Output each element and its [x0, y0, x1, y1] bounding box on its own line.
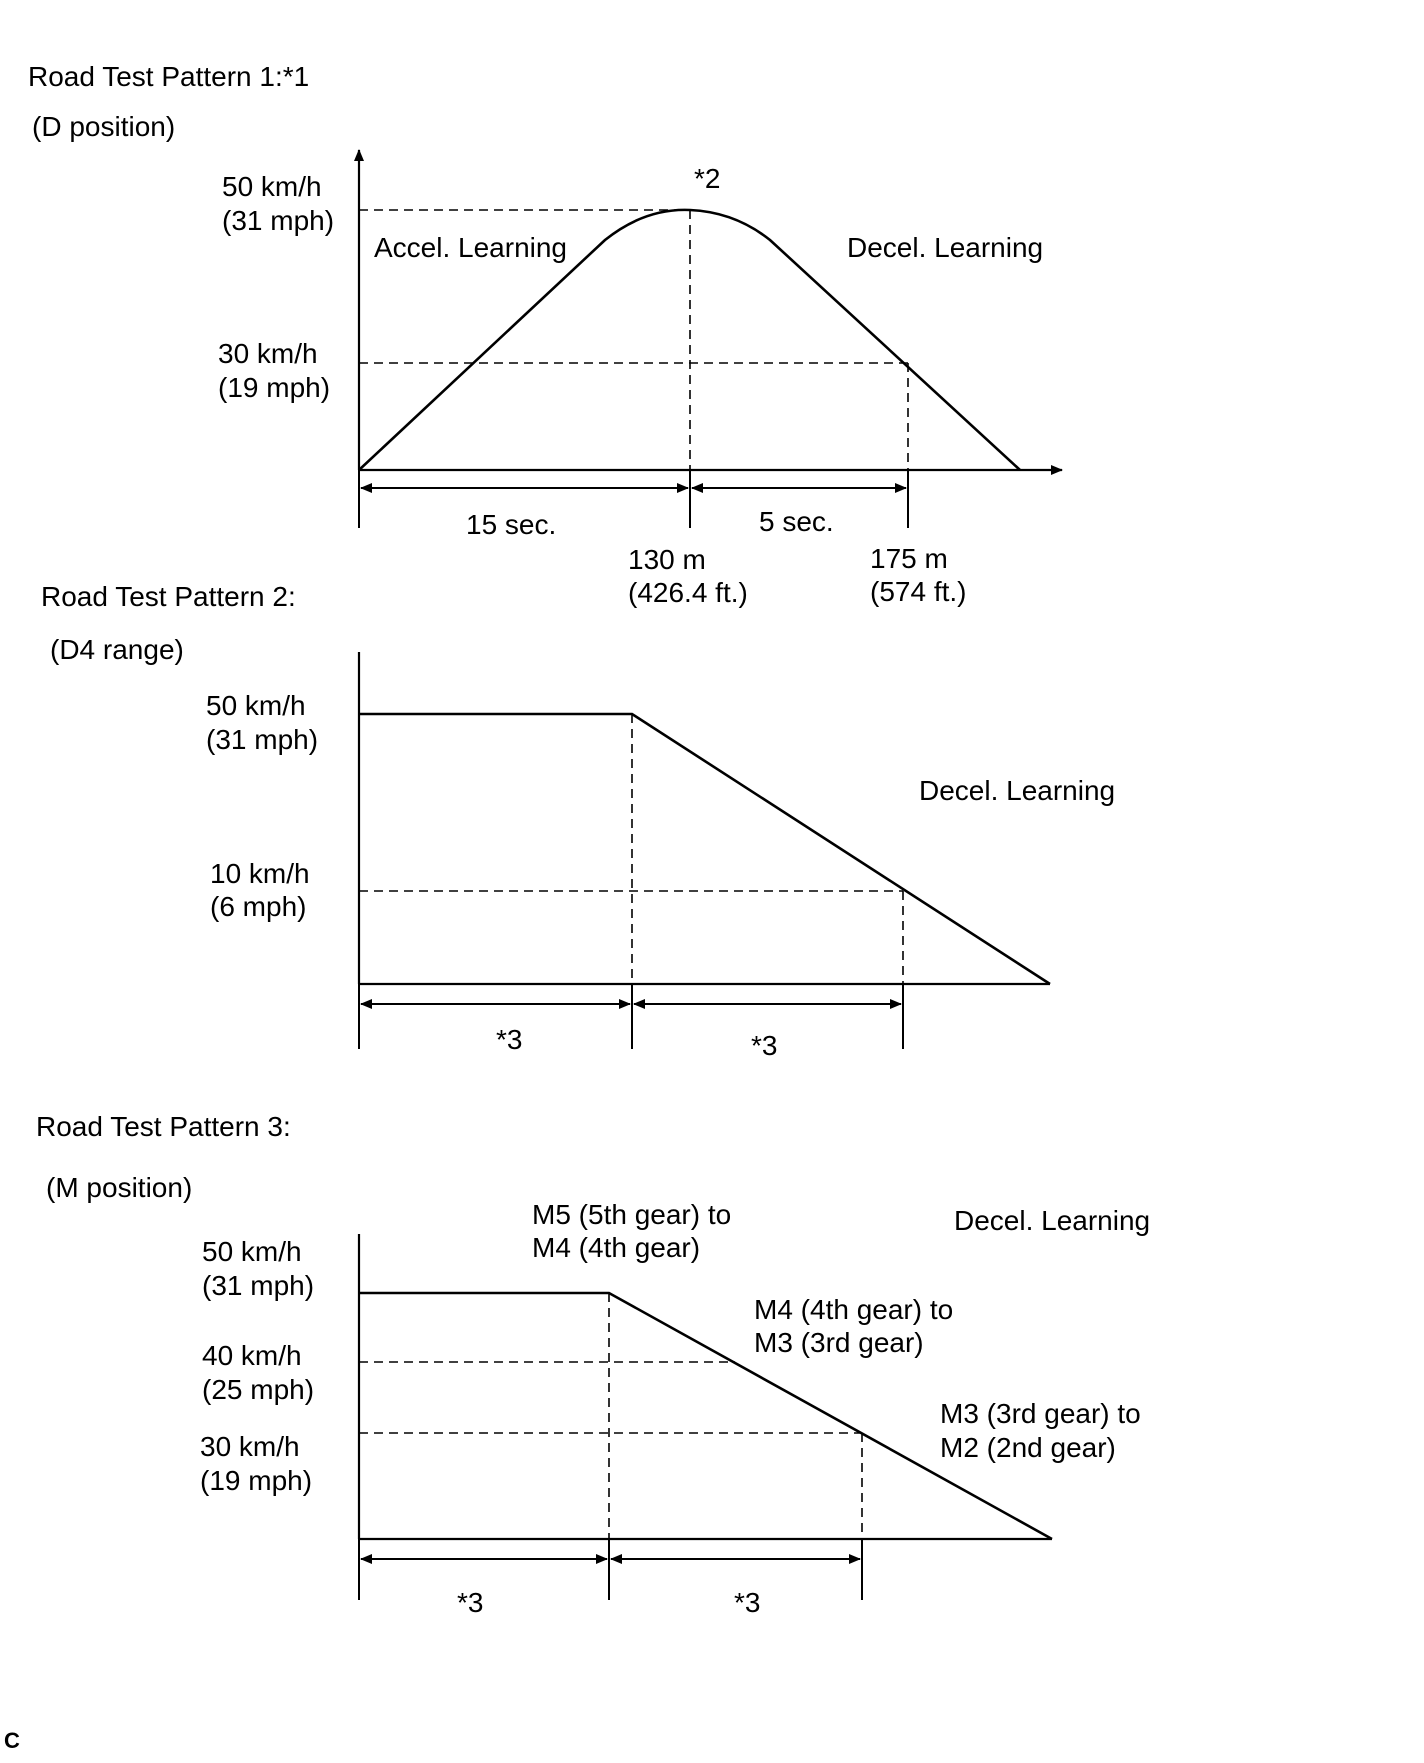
pattern3-decel-label: Decel. Learning: [954, 1205, 1151, 1236]
pattern3-interval-1-label: *3: [457, 1587, 484, 1618]
pattern2-title: Road Test Pattern 2:: [41, 581, 296, 612]
pattern2-subtitle: (D4 range): [50, 634, 184, 665]
pattern1-distance-1-m: 130 m: [628, 544, 706, 575]
pattern2-interval-2-label: *3: [751, 1030, 778, 1061]
pattern2-group: [41, 581, 1115, 1061]
pattern3-shift-1-line1: M5 (5th gear) to: [532, 1199, 732, 1230]
pattern1-speed-mid-mph: (19 mph): [218, 372, 331, 403]
pattern3-title: Road Test Pattern 3:: [36, 1111, 291, 1142]
pattern2-speed-low-kmh: 10 km/h: [210, 858, 310, 889]
pattern3-shift-2-line2: M3 (3rd gear): [754, 1327, 924, 1358]
pattern1-subtitle: (D position): [32, 111, 176, 142]
pattern1-peak-note: *2: [694, 163, 721, 194]
pattern3-speed-mid-mph: (25 mph): [202, 1374, 315, 1405]
pattern1-interval-2-label: 5 sec.: [759, 506, 834, 537]
pattern2-speed-low-mph: (6 mph): [210, 891, 307, 922]
pattern3-subtitle: (M position): [46, 1172, 193, 1203]
pattern3-speed-high-kmh: 50 km/h: [202, 1236, 302, 1267]
pattern2-speed-high-mph: (31 mph): [206, 724, 319, 755]
pattern1-distance-2-ft: (574 ft.): [870, 576, 967, 607]
pattern3-shift-1-line2: M4 (4th gear): [532, 1232, 701, 1263]
pattern3-interval-2-label: *3: [734, 1587, 761, 1618]
pattern2-interval-1-label: *3: [496, 1024, 523, 1055]
pattern3-speed-low-kmh: 30 km/h: [200, 1431, 300, 1462]
pattern3-group: [36, 1111, 1150, 1618]
pattern2-speed-high-kmh: 50 km/h: [206, 690, 306, 721]
pattern3-shift-3-line1: M3 (3rd gear) to: [940, 1398, 1141, 1429]
pattern1-interval-1-label: 15 sec.: [466, 509, 557, 540]
pattern1-speed-high-kmh: 50 km/h: [222, 171, 322, 202]
pattern3-shift-2-line1: M4 (4th gear) to: [754, 1294, 954, 1325]
pattern2-speed-curve: [359, 714, 1050, 984]
pattern1-speed-mid-kmh: 30 km/h: [218, 338, 318, 369]
pattern3-shift-3-line2: M2 (2nd gear): [940, 1432, 1116, 1463]
pattern1-accel-label: Accel. Learning: [374, 232, 568, 263]
pattern1-title: Road Test Pattern 1:*1: [28, 61, 310, 92]
pattern1-speed-high-mph: (31 mph): [222, 205, 335, 236]
footer-mark: C: [4, 1728, 20, 1753]
pattern1-group: [28, 61, 1062, 608]
pattern3-speed-low-mph: (19 mph): [200, 1465, 313, 1496]
pattern1-decel-label: Decel. Learning: [847, 232, 1044, 263]
pattern3-speed-mid-kmh: 40 km/h: [202, 1340, 302, 1371]
pattern3-speed-high-mph: (31 mph): [202, 1270, 315, 1301]
pattern1-distance-2-m: 175 m: [870, 543, 948, 574]
pattern2-decel-label: Decel. Learning: [919, 775, 1116, 806]
pattern1-distance-1-ft: (426.4 ft.): [628, 577, 748, 608]
